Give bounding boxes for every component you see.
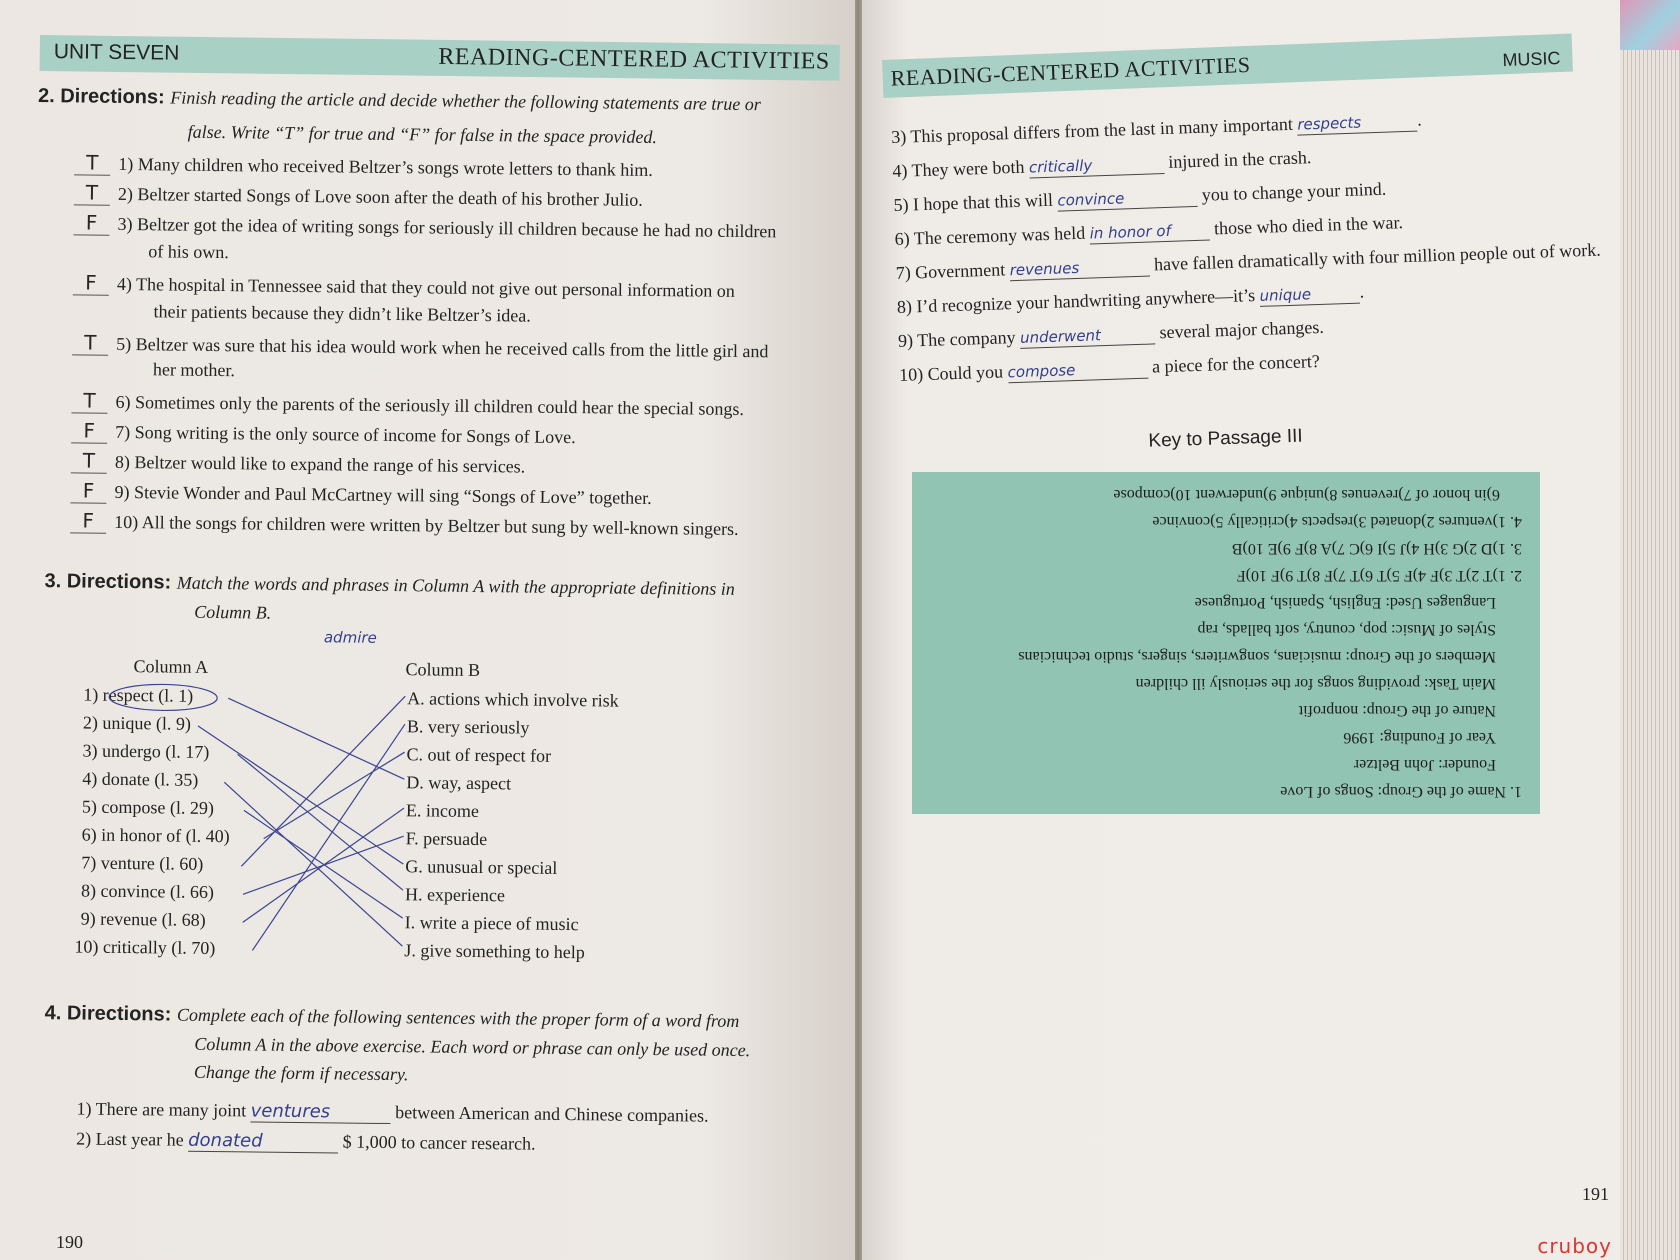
left-header-title: READING-CENTERED ACTIVITIES — [438, 43, 830, 75]
directions-3-number: 3. — [44, 570, 62, 593]
sentence-text: 8) I’d recognize your handwriting anywhere—it’s — [896, 285, 1256, 317]
column-a-item[interactable]: 10) critically (l. 70) — [74, 936, 216, 959]
column-a-item[interactable]: 5) compose (l. 29) — [81, 796, 215, 819]
tf-statement: 8) Beltzer would like to expand the range of his services. — [114, 451, 526, 477]
key-line: 4. 1)ventures 2)donated 3)respects 4)critically 5)convince — [1152, 513, 1522, 530]
match-line — [222, 782, 404, 946]
right-page — [862, 0, 1620, 1260]
tf-item-4-cont: their patients because they didn’t like Beltzer’s idea. — [153, 301, 531, 326]
sentence-text: injured in the crash. — [1168, 147, 1312, 172]
directions-2-text2: false. Write “T” for true and “F” for false in the space provided. — [187, 121, 658, 148]
handwritten-answer: compose — [1007, 361, 1076, 382]
sentence-text: have fallen dramatically with four million people out of work. — [1153, 239, 1602, 275]
watermark: cruboy — [1537, 1234, 1612, 1258]
matching-lines — [0, 0, 851, 1009]
fill-sentence-5 — [893, 179, 1386, 217]
sentence-text: between American and Chinese companies. — [395, 1102, 709, 1126]
key-line: Members of the Group: musicians, songwriters, singers, studio technicians — [1018, 648, 1496, 665]
tf-statement: 4) The hospital in Tennessee said that they could not give out personal information on — [116, 273, 735, 301]
column-a-item[interactable]: 6) in honor of (l. 40) — [81, 824, 230, 847]
background-fabric — [1610, 0, 1680, 50]
answer-blank[interactable] — [188, 1130, 338, 1154]
handwritten-answer: underwent — [1019, 326, 1102, 347]
handwritten-answer: unique — [1259, 285, 1312, 305]
fill-sentence-9 — [898, 317, 1325, 353]
fill-sentence-4 — [892, 147, 1312, 183]
tf-item-5-cont: her mother. — [152, 359, 236, 381]
column-a-item[interactable]: 7) venture (l. 60) — [81, 852, 204, 874]
match-line — [243, 810, 404, 918]
sentence-text: 2) Last year he — [76, 1128, 184, 1150]
tf-answer[interactable]: T — [74, 180, 110, 205]
match-line — [264, 751, 405, 841]
column-b-item[interactable]: C. out of respect for — [406, 744, 552, 766]
sentence-text: a piece for the concert? — [1151, 350, 1321, 377]
handwritten-answer: revenues — [1009, 258, 1080, 280]
tf-statement: 9) Stevie Wonder and Paul McCartney will sing “Songs of Love” together. — [114, 481, 652, 508]
directions-4-text: Complete each of the following sentences with the proper form of a word from — [176, 1004, 740, 1031]
key-line: 2. 1)T 2)T 3)F 4)F 5)T 6)T 7)F 8)T 9)F 10)F — [1236, 567, 1522, 584]
column-b-item[interactable]: D. way, aspect — [406, 772, 512, 794]
right-page-number: 191 — [1582, 1184, 1609, 1204]
directions-4-text-cont2 — [194, 1062, 409, 1085]
column-b-item[interactable]: G. unusual or special — [405, 856, 558, 878]
column-a-title: Column A — [133, 656, 209, 677]
column-a-item[interactable]: 9) revenue (l. 68) — [80, 908, 206, 930]
sentence-text: 9) The company — [897, 327, 1016, 351]
tf-statement: 6) Sometimes only the parents of the seriously ill children could hear the special songs. — [115, 391, 745, 420]
answer-blank[interactable] — [1089, 219, 1210, 245]
directions-3-text: Match the words and phrases in Column A with the appropriate definitions in — [176, 572, 735, 599]
left-page-number: 190 — [56, 1232, 83, 1252]
tf-statement: 7) Song writing is the only source of income for Songs of Love. — [115, 421, 576, 448]
sentence-text: $ 1,000 to cancer research. — [342, 1131, 536, 1154]
tf-answer[interactable]: T — [71, 388, 107, 413]
sentence-text: 6) The ceremony was held — [894, 222, 1086, 249]
tf-item-3-cont: of his own. — [148, 241, 229, 263]
sentence-text: those who died in the war. — [1213, 212, 1404, 239]
directions-3-text2: Column B. — [194, 601, 272, 623]
answer-key-box — [912, 472, 1540, 814]
directions-2-label: Directions: — [60, 85, 165, 109]
column-b-item[interactable]: F. persuade — [405, 828, 488, 850]
circle-mark — [109, 684, 217, 711]
section-title: MUSIC — [1502, 47, 1561, 71]
tf-answer[interactable]: F — [73, 210, 109, 235]
tf-statement: 5) Beltzer was sure that his idea would work when he received calls from the little girl and — [116, 333, 769, 362]
match-line — [252, 722, 405, 952]
fill-sentence-1 — [76, 1098, 708, 1127]
key-line: 6)in honor of 7)revenues 8)unique 9)underwent 10)compose — [1113, 486, 1500, 503]
sentence-text: 4) They were both — [892, 156, 1025, 182]
key-line: 3. 1)D 2)G 3)H 4)J 5)I 6)C 7)A 8)F 9)E 10)B — [1231, 540, 1522, 557]
answer-blank[interactable] — [1020, 322, 1156, 348]
unit-title: UNIT SEVEN — [53, 40, 180, 65]
handwritten-answer: critically — [1028, 156, 1093, 177]
key-line: Nature of the Group: nonprofit — [1298, 702, 1496, 719]
handwritten-answer: convince — [1057, 189, 1125, 210]
tf-statement: 1) Many children who received Beltzer’s songs wrote letters to thank him. — [118, 153, 653, 180]
directions-4-label: Directions: — [66, 1002, 172, 1026]
handwritten-answer: respects — [1297, 113, 1362, 134]
sentence-text: several major changes. — [1159, 316, 1325, 343]
tf-answer[interactable]: T — [72, 330, 108, 355]
column-a-item[interactable]: 1) respect (l. 1) — [83, 684, 194, 706]
fill-sentence-2 — [76, 1128, 536, 1155]
tf-answer[interactable]: F — [73, 270, 109, 295]
sentence-text: . — [1359, 281, 1365, 302]
answer-blank[interactable] — [251, 1100, 391, 1124]
key-line: Founder: John Beltzer — [1353, 756, 1496, 773]
directions-4-text-cont — [194, 1034, 750, 1061]
key-line: Languages Used: English, Spanish, Portuguese — [1194, 594, 1496, 611]
key-line: 1. Name of the Group: Songs of Love — [1280, 783, 1522, 800]
tf-answer[interactable]: T — [74, 150, 110, 175]
handwritten-answer: in honor of — [1089, 221, 1172, 243]
tf-answer[interactable]: F — [70, 478, 106, 503]
answer-blank[interactable] — [1057, 185, 1198, 212]
match-line — [196, 726, 405, 864]
column-a-item[interactable]: 2) unique (l. 9) — [82, 712, 192, 734]
column-a-item[interactable]: 8) convince (l. 66) — [80, 880, 215, 903]
tf-answer[interactable]: F — [70, 508, 106, 533]
tf-answer[interactable]: F — [71, 418, 107, 443]
answer-blank[interactable] — [1009, 255, 1150, 282]
directions-4-text2: Column A in the above exercise. Each word or phrase can only be used once. — [194, 1033, 751, 1061]
directions-2-number: 2. — [37, 84, 55, 108]
column-b-title: Column B — [405, 659, 481, 681]
directions-4-number: 4. — [44, 1002, 62, 1025]
column-b-item[interactable]: E. income — [405, 800, 480, 822]
handwritten-answer: ventures — [250, 1100, 331, 1123]
sentence-text: you to change your mind. — [1201, 178, 1387, 205]
key-line: Styles of Music: pop, country, soft ballads, rap — [1197, 621, 1496, 638]
sentence-text: 5) I hope that this will — [893, 189, 1054, 216]
tf-answer[interactable]: T — [71, 448, 107, 473]
key-line: Year of Founding: 1996 — [1343, 729, 1496, 746]
tf-statement: 3) Beltzer got the idea of writing songs for seriously ill children because he had no children — [117, 213, 777, 242]
sentence-text: 7) Government — [895, 259, 1006, 283]
fill-sentence-10 — [899, 351, 1320, 387]
answer-blank[interactable] — [1297, 110, 1418, 136]
sentence-text: . — [1416, 109, 1423, 130]
fill-sentence-8 — [897, 281, 1365, 318]
sentence-text: 3) This proposal differs from the last in many important — [890, 113, 1294, 148]
column-b-item[interactable]: H. experience — [404, 884, 506, 906]
answer-blank[interactable] — [1029, 152, 1165, 178]
handwritten-note: admire — [323, 628, 377, 647]
page-edges — [1620, 40, 1680, 1260]
answer-blank[interactable] — [1259, 282, 1360, 307]
fill-sentence-3 — [891, 109, 1422, 149]
directions-3-label: Directions: — [66, 570, 172, 594]
fill-sentence-6 — [894, 212, 1403, 251]
answer-blank[interactable] — [1007, 357, 1148, 384]
key-line: Main Task: providing songs for the seriously ill children — [1135, 675, 1496, 692]
right-header-title: READING-CENTERED ACTIVITIES — [890, 51, 1251, 91]
match-line — [241, 694, 405, 868]
directions-2-text: Finish reading the article and decide whether the following statements are true or — [170, 87, 761, 115]
sentence-text: 1) There are many joint — [76, 1098, 247, 1121]
sentence-text: 10) Could you — [898, 361, 1004, 385]
directions-4-text3: Change the form if necessary. — [193, 1061, 409, 1085]
column-a-item[interactable]: 4) donate (l. 35) — [82, 768, 199, 790]
tf-statement: 10) All the songs for children were written by Beltzer but sung by well-known singers. — [114, 511, 739, 539]
tf-statement: 2) Beltzer started Songs of Love soon after the death of his brother Julio. — [117, 183, 643, 210]
column-b-item[interactable]: J. give something to help — [404, 940, 585, 963]
column-b-item[interactable]: B. very seriously — [406, 716, 530, 738]
column-b-item[interactable]: I. write a piece of music — [404, 912, 579, 935]
column-b-item[interactable]: A. actions which involve risk — [407, 688, 619, 711]
column-a-item[interactable]: 3) undergo (l. 17) — [82, 740, 210, 762]
handwritten-answer: donated — [188, 1129, 263, 1152]
key-title: Key to Passage III — [1148, 425, 1303, 452]
